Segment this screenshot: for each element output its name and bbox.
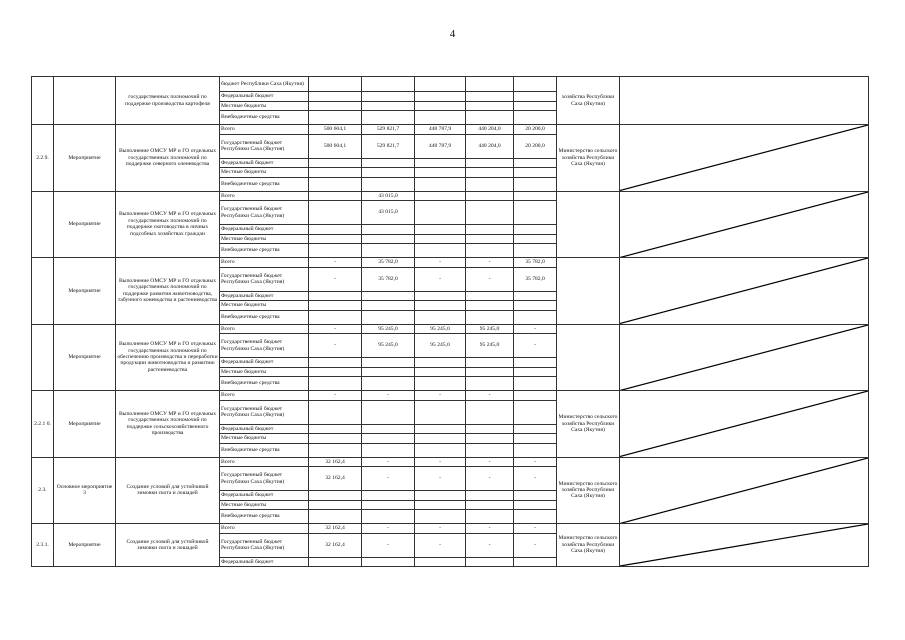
funding-value: 440 204,0 [466,134,514,158]
responsible-executor: Министерство сельского хозяйства Республики Саха (Якутия) [557,391,620,458]
diagonal-strike-line [620,192,868,258]
responsible-executor [557,324,620,391]
funding-value [466,101,514,111]
funding-value [415,434,466,444]
funding-value [514,168,557,178]
funding-value [309,377,362,391]
row-number: 2.3.1. [32,524,54,567]
funding-value [415,168,466,178]
funding-value: 35 782,0 [514,258,557,268]
funding-value: - [309,258,362,268]
funding-source: Государственный бюджет Республики Саха (Якутия) [220,267,309,291]
funding-value [514,77,557,92]
funding-value [309,77,362,92]
funding-source: Всего [220,125,309,135]
funding-value [466,424,514,434]
funding-value [415,424,466,434]
funding-value [514,158,557,168]
funding-value [514,92,557,102]
funding-value [415,244,466,258]
funding-value [466,177,514,191]
row-number: 2.2.9. [32,125,54,192]
funding-value [415,101,466,111]
funding-value [415,557,466,567]
funding-source: Федеральный бюджет [220,491,309,501]
funding-value [362,434,415,444]
empty-diagonal-cell [620,391,869,458]
funding-value [309,310,362,324]
funding-value: 20 200,0 [514,134,557,158]
funding-value [362,177,415,191]
funding-source: Всего [220,191,309,201]
funding-value [362,367,415,377]
funding-value [514,310,557,324]
funding-value [466,111,514,125]
funding-value [362,557,415,567]
funding-value: 95 245,0 [362,324,415,334]
row-type: Мероприятие [54,258,116,325]
diagonal-strike-line [620,125,868,191]
funding-source: Государственный бюджет Республики Саха (Якутия) [220,533,309,557]
funding-value [514,234,557,244]
funding-value [309,424,362,434]
funding-value: 32 162,4 [309,457,362,467]
funding-value [415,158,466,168]
funding-source: Всего [220,324,309,334]
funding-value [362,158,415,168]
funding-value [309,225,362,235]
funding-source: Федеральный бюджет [220,424,309,434]
funding-value: - [362,467,415,491]
row-type: Мероприятие [54,191,116,258]
funding-source: Федеральный бюджет [220,225,309,235]
funding-value [362,443,415,457]
table-row [32,191,869,201]
row-number: 2.3. [32,457,54,524]
funding-value [309,158,362,168]
funding-value [514,500,557,510]
funding-value: 529 821,7 [362,134,415,158]
funding-value [514,400,557,424]
funding-value [362,310,415,324]
diagonal-strike-line [620,524,868,566]
funding-value [362,510,415,524]
funding-value: - [415,267,466,291]
funding-value [309,510,362,524]
funding-value [514,191,557,201]
funding-value [415,301,466,311]
funding-value: 32 162,4 [309,467,362,491]
funding-value [466,234,514,244]
funding-value: 32 162,4 [309,533,362,557]
funding-source: Государственный бюджет Республики Саха (Якутия) [220,467,309,491]
funding-value [362,291,415,301]
funding-value: - [514,533,557,557]
funding-value [514,225,557,235]
funding-value [514,367,557,377]
funding-value [466,310,514,324]
funding-value [466,291,514,301]
row-type: Мероприятие [54,324,116,391]
funding-value [415,310,466,324]
funding-value [415,443,466,457]
funding-value [415,291,466,301]
funding-value: 95 245,0 [362,334,415,358]
empty-diagonal-cell [620,125,869,192]
funding-value [514,358,557,368]
funding-value [362,225,415,235]
funding-source: Местные бюджеты [220,301,309,311]
funding-value: - [309,267,362,291]
funding-source: Государственный бюджет Республики Саха (Якутия) [220,134,309,158]
funding-value [466,400,514,424]
funding-value [415,491,466,501]
funding-source: Внебюджетные средства [220,510,309,524]
funding-value [309,434,362,444]
funding-value [415,191,466,201]
funding-value [514,391,557,401]
funding-value [415,510,466,524]
row-type: Мероприятие [54,391,116,458]
funding-value [362,400,415,424]
funding-value [466,367,514,377]
funding-value [362,168,415,178]
funding-value [309,301,362,311]
funding-value [415,358,466,368]
funding-source: Внебюджетные средства [220,443,309,457]
responsible-executor: хозяйства Республики Саха (Якутия) [557,77,620,125]
funding-value [466,201,514,225]
funding-source: Внебюджетные средства [220,377,309,391]
funding-value [362,358,415,368]
funding-source: Всего [220,258,309,268]
row-name: Создание условий для устойчивой зимовки скота и лошадей [116,524,220,567]
funding-source: бюджет Республики Саха (Якутия) [220,77,309,92]
funding-value [514,244,557,258]
funding-value: 529 821,7 [362,125,415,135]
row-number [32,77,54,125]
funding-value [362,301,415,311]
funding-source: Федеральный бюджет [220,358,309,368]
funding-value [309,177,362,191]
funding-value: 95 245,0 [415,324,466,334]
row-name: Выполнение ОМСУ МР и ГО отдельных государственных полномочий по поддержке сельскохозяйственного производства [116,391,220,458]
row-number [32,258,54,325]
funding-value: - [415,258,466,268]
funding-value [514,111,557,125]
funding-value [309,244,362,258]
funding-value [415,367,466,377]
funding-value [309,500,362,510]
diagonal-strike-line [620,258,868,324]
funding-value [514,201,557,225]
funding-value: 35 782,0 [362,267,415,291]
funding-value [466,500,514,510]
responsible-executor [557,258,620,325]
funding-value [415,400,466,424]
empty-diagonal-cell [620,524,869,567]
funding-value [309,234,362,244]
funding-value: - [514,467,557,491]
row-type: Мероприятие [54,524,116,567]
table-row [32,258,869,268]
funding-value: 35 782,0 [514,267,557,291]
funding-value: 43 015,0 [362,201,415,225]
funding-value [309,111,362,125]
funding-source: Местные бюджеты [220,101,309,111]
row-name: государственных полномочий по поддержке производства картофеля [116,77,220,125]
funding-value [362,234,415,244]
funding-value [362,377,415,391]
funding-source: Местные бюджеты [220,234,309,244]
funding-value: 448 787,9 [415,134,466,158]
funding-value [415,111,466,125]
funding-value [514,491,557,501]
funding-value [514,557,557,567]
funding-value: 32 162,4 [309,524,362,534]
empty-diagonal-cell [620,457,869,524]
funding-value: - [362,391,415,401]
table-row [32,324,869,334]
funding-value: - [415,533,466,557]
funding-value [309,191,362,201]
funding-source: Внебюджетные средства [220,310,309,324]
funding-value: 500 604,1 [309,134,362,158]
funding-value: - [362,457,415,467]
funding-value [362,500,415,510]
funding-value [415,92,466,102]
funding-value [309,443,362,457]
funding-value [309,168,362,178]
funding-value [415,234,466,244]
funding-value: 95 245,0 [466,334,514,358]
funding-source: Внебюджетные средства [220,111,309,125]
funding-source: Местные бюджеты [220,434,309,444]
table-row [32,77,869,92]
funding-value [309,358,362,368]
funding-value: - [514,334,557,358]
row-name: Выполнение ОМСУ МР и ГО отдельных государственных полномочий по поддержке северного оленеводства [116,125,220,192]
table-row [32,457,869,467]
funding-value [415,201,466,225]
funding-value: - [466,267,514,291]
funding-value [362,77,415,92]
row-type: Мероприятие [54,125,116,192]
funding-value [514,510,557,524]
funding-source: Федеральный бюджет [220,158,309,168]
funding-source: Государственный бюджет Республики Саха (Якутия) [220,334,309,358]
funding-value: - [415,457,466,467]
funding-value [466,434,514,444]
empty-diagonal-cell [620,77,869,125]
row-name: Выполнение ОМСУ МР и ГО отдельных государственных полномочий по обеспечению производства и переработки продукции животноводства и развитию растениеводства [116,324,220,391]
funding-source: Местные бюджеты [220,367,309,377]
funding-value: - [466,457,514,467]
funding-value: 20 200,0 [514,125,557,135]
funding-value: - [309,324,362,334]
funding-value [514,177,557,191]
responsible-executor: Министерство сельского хозяйства Республики Саха (Якутия) [557,125,620,192]
funding-value [466,491,514,501]
funding-source: Федеральный бюджет [220,557,309,567]
responsible-executor: Министерство сельского хозяйства Республики Саха (Якутия) [557,524,620,567]
funding-value: - [514,324,557,334]
diagonal-strike-line [620,391,868,457]
funding-value [309,367,362,377]
funding-value [466,92,514,102]
funding-source: Федеральный бюджет [220,291,309,301]
funding-value [466,443,514,457]
funding-value [415,225,466,235]
funding-value [362,424,415,434]
funding-source: Всего [220,391,309,401]
funding-value: - [362,533,415,557]
responsible-executor [557,191,620,258]
funding-value [362,244,415,258]
funding-source: Внебюджетные средства [220,177,309,191]
funding-value [309,400,362,424]
funding-source: Внебюджетные средства [220,244,309,258]
row-type: Основное мероприятие 3 [54,457,116,524]
funding-value [466,510,514,524]
funding-source: Государственный бюджет Республики Саха (Якутия) [220,400,309,424]
row-name: Создание условий для устойчивой зимовки скота и лошадей [116,457,220,524]
funding-source: Государственный бюджет Республики Саха (Якутия) [220,201,309,225]
funding-value [362,491,415,501]
funding-value [415,500,466,510]
table-row [32,125,869,135]
row-name: Выполнение ОМСУ МР и ГО отдельных государственных полномочий по поддержке скотоводства в личных подсобных хозяйствах граждан [116,191,220,258]
diagonal-strike-line [620,325,868,391]
funding-value: - [466,391,514,401]
row-name: Выполнение ОМСУ МР и ГО отдельных государственных полномочий по поддержке развития животноводства, табунного коневодства и растениеводства [116,258,220,325]
funding-value [514,101,557,111]
funding-value [466,225,514,235]
funding-value: 448 787,9 [415,125,466,135]
funding-value [514,301,557,311]
funding-source: Федеральный бюджет [220,92,309,102]
row-type [54,77,116,125]
table-row [32,524,869,534]
funding-value [309,201,362,225]
program-funding-table [31,76,869,567]
funding-value: 95 245,0 [415,334,466,358]
funding-value: - [466,258,514,268]
funding-value: 43 015,0 [362,191,415,201]
funding-value [466,358,514,368]
funding-source: Всего [220,524,309,534]
table-row [32,391,869,401]
funding-value [415,177,466,191]
funding-value: - [309,334,362,358]
funding-value [309,291,362,301]
funding-source: Местные бюджеты [220,168,309,178]
funding-value: 35 782,0 [362,258,415,268]
empty-diagonal-cell [620,191,869,258]
funding-value: - [415,467,466,491]
funding-value [309,557,362,567]
funding-value: 500 604,1 [309,125,362,135]
funding-value: - [466,467,514,491]
funding-value [415,377,466,391]
funding-value [309,101,362,111]
funding-value [309,92,362,102]
funding-source: Всего [220,457,309,467]
funding-value: 440 204,0 [466,125,514,135]
funding-value [309,491,362,501]
funding-value [466,377,514,391]
row-number: 2.2.1 0. [32,391,54,458]
funding-source: Местные бюджеты [220,500,309,510]
funding-value [415,77,466,92]
empty-diagonal-cell [620,324,869,391]
funding-value [466,77,514,92]
row-number [32,191,54,258]
responsible-executor: Министерство сельского хозяйства Республики Саха (Якутия) [557,457,620,524]
funding-value [466,158,514,168]
funding-value [362,111,415,125]
funding-value [466,244,514,258]
funding-value [514,434,557,444]
page-number: 4 [449,28,456,40]
funding-value [466,301,514,311]
funding-value: - [514,457,557,467]
funding-value [466,191,514,201]
funding-value [362,101,415,111]
funding-value: - [415,391,466,401]
funding-value [514,291,557,301]
empty-diagonal-cell [620,258,869,325]
diagonal-strike-line [620,458,868,524]
row-number [32,324,54,391]
funding-value [466,557,514,567]
funding-value: - [514,524,557,534]
funding-value [514,377,557,391]
funding-value: - [309,391,362,401]
funding-value: - [415,524,466,534]
funding-value [514,424,557,434]
funding-value [362,92,415,102]
funding-value [514,443,557,457]
funding-value: - [466,533,514,557]
funding-value: - [466,524,514,534]
funding-value [466,168,514,178]
funding-value: - [362,524,415,534]
funding-value: 95 245,0 [466,324,514,334]
